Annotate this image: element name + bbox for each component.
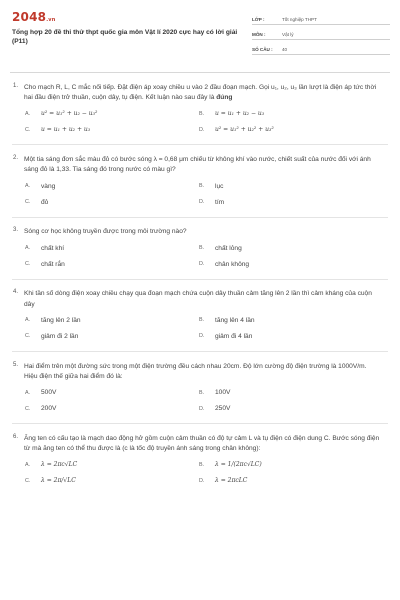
- option-text: vàng: [41, 182, 56, 190]
- question-divider: [12, 144, 388, 145]
- option-text: u = u₁ + u₂ + u₃: [41, 126, 91, 134]
- answer-option-a[interactable]: [25, 460, 199, 469]
- option-text: 100V: [215, 389, 231, 397]
- question-3: [12, 227, 388, 279]
- answer-option-c[interactable]: [25, 198, 199, 207]
- option-letter: D.: [199, 126, 205, 133]
- option-text: u² = u₁² + u₂² + u₃²: [215, 126, 274, 134]
- option-letter: C.: [25, 405, 31, 412]
- answer-option-c[interactable]: [25, 260, 199, 269]
- option-letter: C.: [25, 199, 31, 206]
- option-letter: A.: [25, 317, 31, 324]
- question-text: Sóng cơ học không truyền được trong môi trường nào?: [24, 228, 187, 236]
- answer-option-d[interactable]: [199, 125, 369, 134]
- question-number: 1.: [13, 83, 19, 89]
- question-number: 5.: [13, 361, 19, 368]
- question-divider: [12, 217, 388, 218]
- meta-row-class: [252, 11, 390, 25]
- answer-option-d[interactable]: [199, 476, 369, 485]
- option-letter: B.: [199, 183, 205, 190]
- logo-main: 2048: [12, 10, 47, 24]
- answer-option-c[interactable]: [25, 476, 199, 485]
- answer-option-a[interactable]: [25, 388, 199, 397]
- option-text: tăng lên 4 lần: [215, 316, 255, 324]
- option-text: tăng lên 2 lần: [41, 316, 81, 324]
- option-letter: C.: [25, 261, 31, 268]
- question-divider: [12, 351, 388, 352]
- meta-value: Tốt nghiệp THPT: [282, 17, 317, 22]
- answer-option-d[interactable]: [199, 404, 369, 413]
- question-number: 6.: [13, 433, 19, 440]
- answer-option-b[interactable]: [199, 316, 369, 325]
- option-text: chân không: [215, 260, 250, 268]
- option-text: λ = 2π/√LC: [41, 477, 76, 485]
- option-letter: A.: [25, 245, 31, 252]
- question-4: [12, 289, 388, 351]
- option-text: lục: [215, 182, 224, 190]
- answer-options: [25, 182, 388, 207]
- answer-option-c[interactable]: [25, 125, 199, 134]
- option-text: chất rắn: [41, 260, 65, 268]
- question-number: 4.: [13, 289, 19, 296]
- option-text: λ = 2πcLC: [215, 477, 248, 485]
- answer-option-a[interactable]: [25, 182, 199, 191]
- option-text: u² = u₁² + u₂ − u₃²: [41, 110, 98, 118]
- option-letter: B.: [199, 110, 205, 117]
- meta-info: [252, 11, 390, 56]
- emphasis-word: đúng: [216, 94, 233, 102]
- answer-option-d[interactable]: [199, 260, 369, 269]
- option-text: chất lỏng: [215, 244, 242, 252]
- question-1: [12, 83, 388, 145]
- option-letter: C.: [25, 477, 31, 484]
- question-divider: [12, 423, 388, 424]
- question-text: Ăng ten có cấu tạo là mạch dao động hở gồm cuộn cảm thuần có độ tự cảm L và tụ điện có điện dung C. Bước sóng điện từ mà ăng ten có thể thu được là (c là tốc độ truyền ánh sáng trong chân không):: [24, 434, 380, 453]
- option-letter: B.: [199, 245, 205, 252]
- option-text: giảm đi 2 lần: [41, 332, 79, 340]
- option-text: giảm đi 4 lần: [215, 332, 253, 340]
- answer-option-b[interactable]: [199, 388, 369, 397]
- option-letter: C.: [25, 333, 31, 340]
- option-letter: A.: [25, 389, 31, 396]
- answer-option-b[interactable]: [199, 109, 369, 118]
- option-letter: D.: [199, 477, 205, 484]
- question-number: 3.: [13, 227, 19, 234]
- page-header: [0, 0, 400, 72]
- option-letter: B.: [199, 389, 205, 396]
- option-text: 250V: [215, 405, 231, 413]
- answer-option-b[interactable]: [199, 182, 369, 191]
- answer-options: [25, 244, 388, 269]
- option-text: λ = 2πc√LC: [41, 461, 78, 469]
- question-text: Khi tần số dòng điện xoay chiều chạy qua đoạn mạch chứa cuộn dây thuần cảm tăng lên 2 lần thì cảm kháng của cuộn dây: [24, 290, 372, 308]
- option-letter: D.: [199, 261, 205, 268]
- answer-options: [25, 388, 388, 413]
- question-6: [12, 434, 388, 485]
- question-2: [12, 155, 388, 217]
- option-text: tím: [215, 198, 225, 206]
- answer-option-b[interactable]: [199, 460, 369, 469]
- logo-suffix: .vn: [46, 17, 56, 23]
- option-text: 200V: [41, 405, 57, 413]
- answer-option-b[interactable]: [199, 244, 369, 253]
- answer-option-a[interactable]: [25, 109, 199, 118]
- option-letter: D.: [199, 199, 205, 206]
- question-number: 2.: [13, 155, 19, 162]
- answer-option-a[interactable]: [25, 244, 199, 253]
- meta-label: MÔN :: [252, 32, 266, 37]
- meta-row-subject: [252, 26, 390, 40]
- answer-options: [25, 316, 388, 341]
- option-letter: B.: [199, 461, 205, 468]
- option-letter: A.: [25, 183, 31, 190]
- answer-option-c[interactable]: [25, 404, 199, 413]
- answer-option-d[interactable]: [199, 198, 369, 207]
- option-text: đỏ: [41, 198, 49, 206]
- meta-value: Vật lý: [282, 32, 294, 37]
- question-divider: [12, 279, 388, 280]
- meta-label: SỐ CÂU :: [252, 47, 273, 52]
- question-text: Hai điểm trên một đường sức trong một điện trường đều cách nhau 20cm. Độ lớn cường độ điện trường là 1000V/m. Hiệu điện thế giữa hai điểm đó là:: [24, 362, 367, 380]
- option-letter: D.: [199, 333, 205, 340]
- question-text: Một tia sáng đơn sắc màu đỏ có bước sóng λ = 0,68 μm chiếu từ không khí vào nước, chiết suất của nước đối với ánh sáng đỏ là 1,33. Tia sáng đó trong nước có màu gì?: [24, 156, 371, 174]
- meta-row-count: [252, 41, 390, 55]
- answer-option-a[interactable]: [25, 316, 199, 325]
- option-text: chất khí: [41, 244, 65, 252]
- answer-options: [25, 460, 388, 485]
- page-title: Tổng hợp 20 đề thi thử thpt quốc gia môn Vật lí 2020 cực hay có lời giải (P11): [12, 29, 238, 45]
- question-text: Cho mạch R, L, C mắc nối tiếp. Đặt điện áp xoay chiều u vào 2 đầu đoạn mạch. Gọi u₁, u₂, u₃ lần lượt là điện áp tức thời hai đầu điện trở thuần, cuộn dây, tụ điện. Kết luận nào sau đây là đúng: [24, 84, 377, 102]
- question-list: [0, 83, 400, 485]
- meta-value: 40: [282, 47, 288, 52]
- option-text: u = u₁ + u₂ − u₃: [215, 110, 265, 118]
- question-5: [12, 362, 388, 424]
- answer-option-d[interactable]: [199, 332, 369, 341]
- option-letter: A.: [25, 110, 31, 117]
- option-text: λ = 1/(2πc√LC): [215, 461, 262, 469]
- option-letter: C.: [25, 126, 31, 133]
- header-divider: [10, 72, 390, 73]
- answer-option-c[interactable]: [25, 332, 199, 341]
- answer-options: [25, 109, 388, 134]
- option-letter: D.: [199, 405, 205, 412]
- option-letter: A.: [25, 461, 31, 468]
- meta-label: LỚP :: [252, 17, 265, 22]
- option-text: 500V: [41, 389, 57, 397]
- option-letter: B.: [199, 317, 205, 324]
